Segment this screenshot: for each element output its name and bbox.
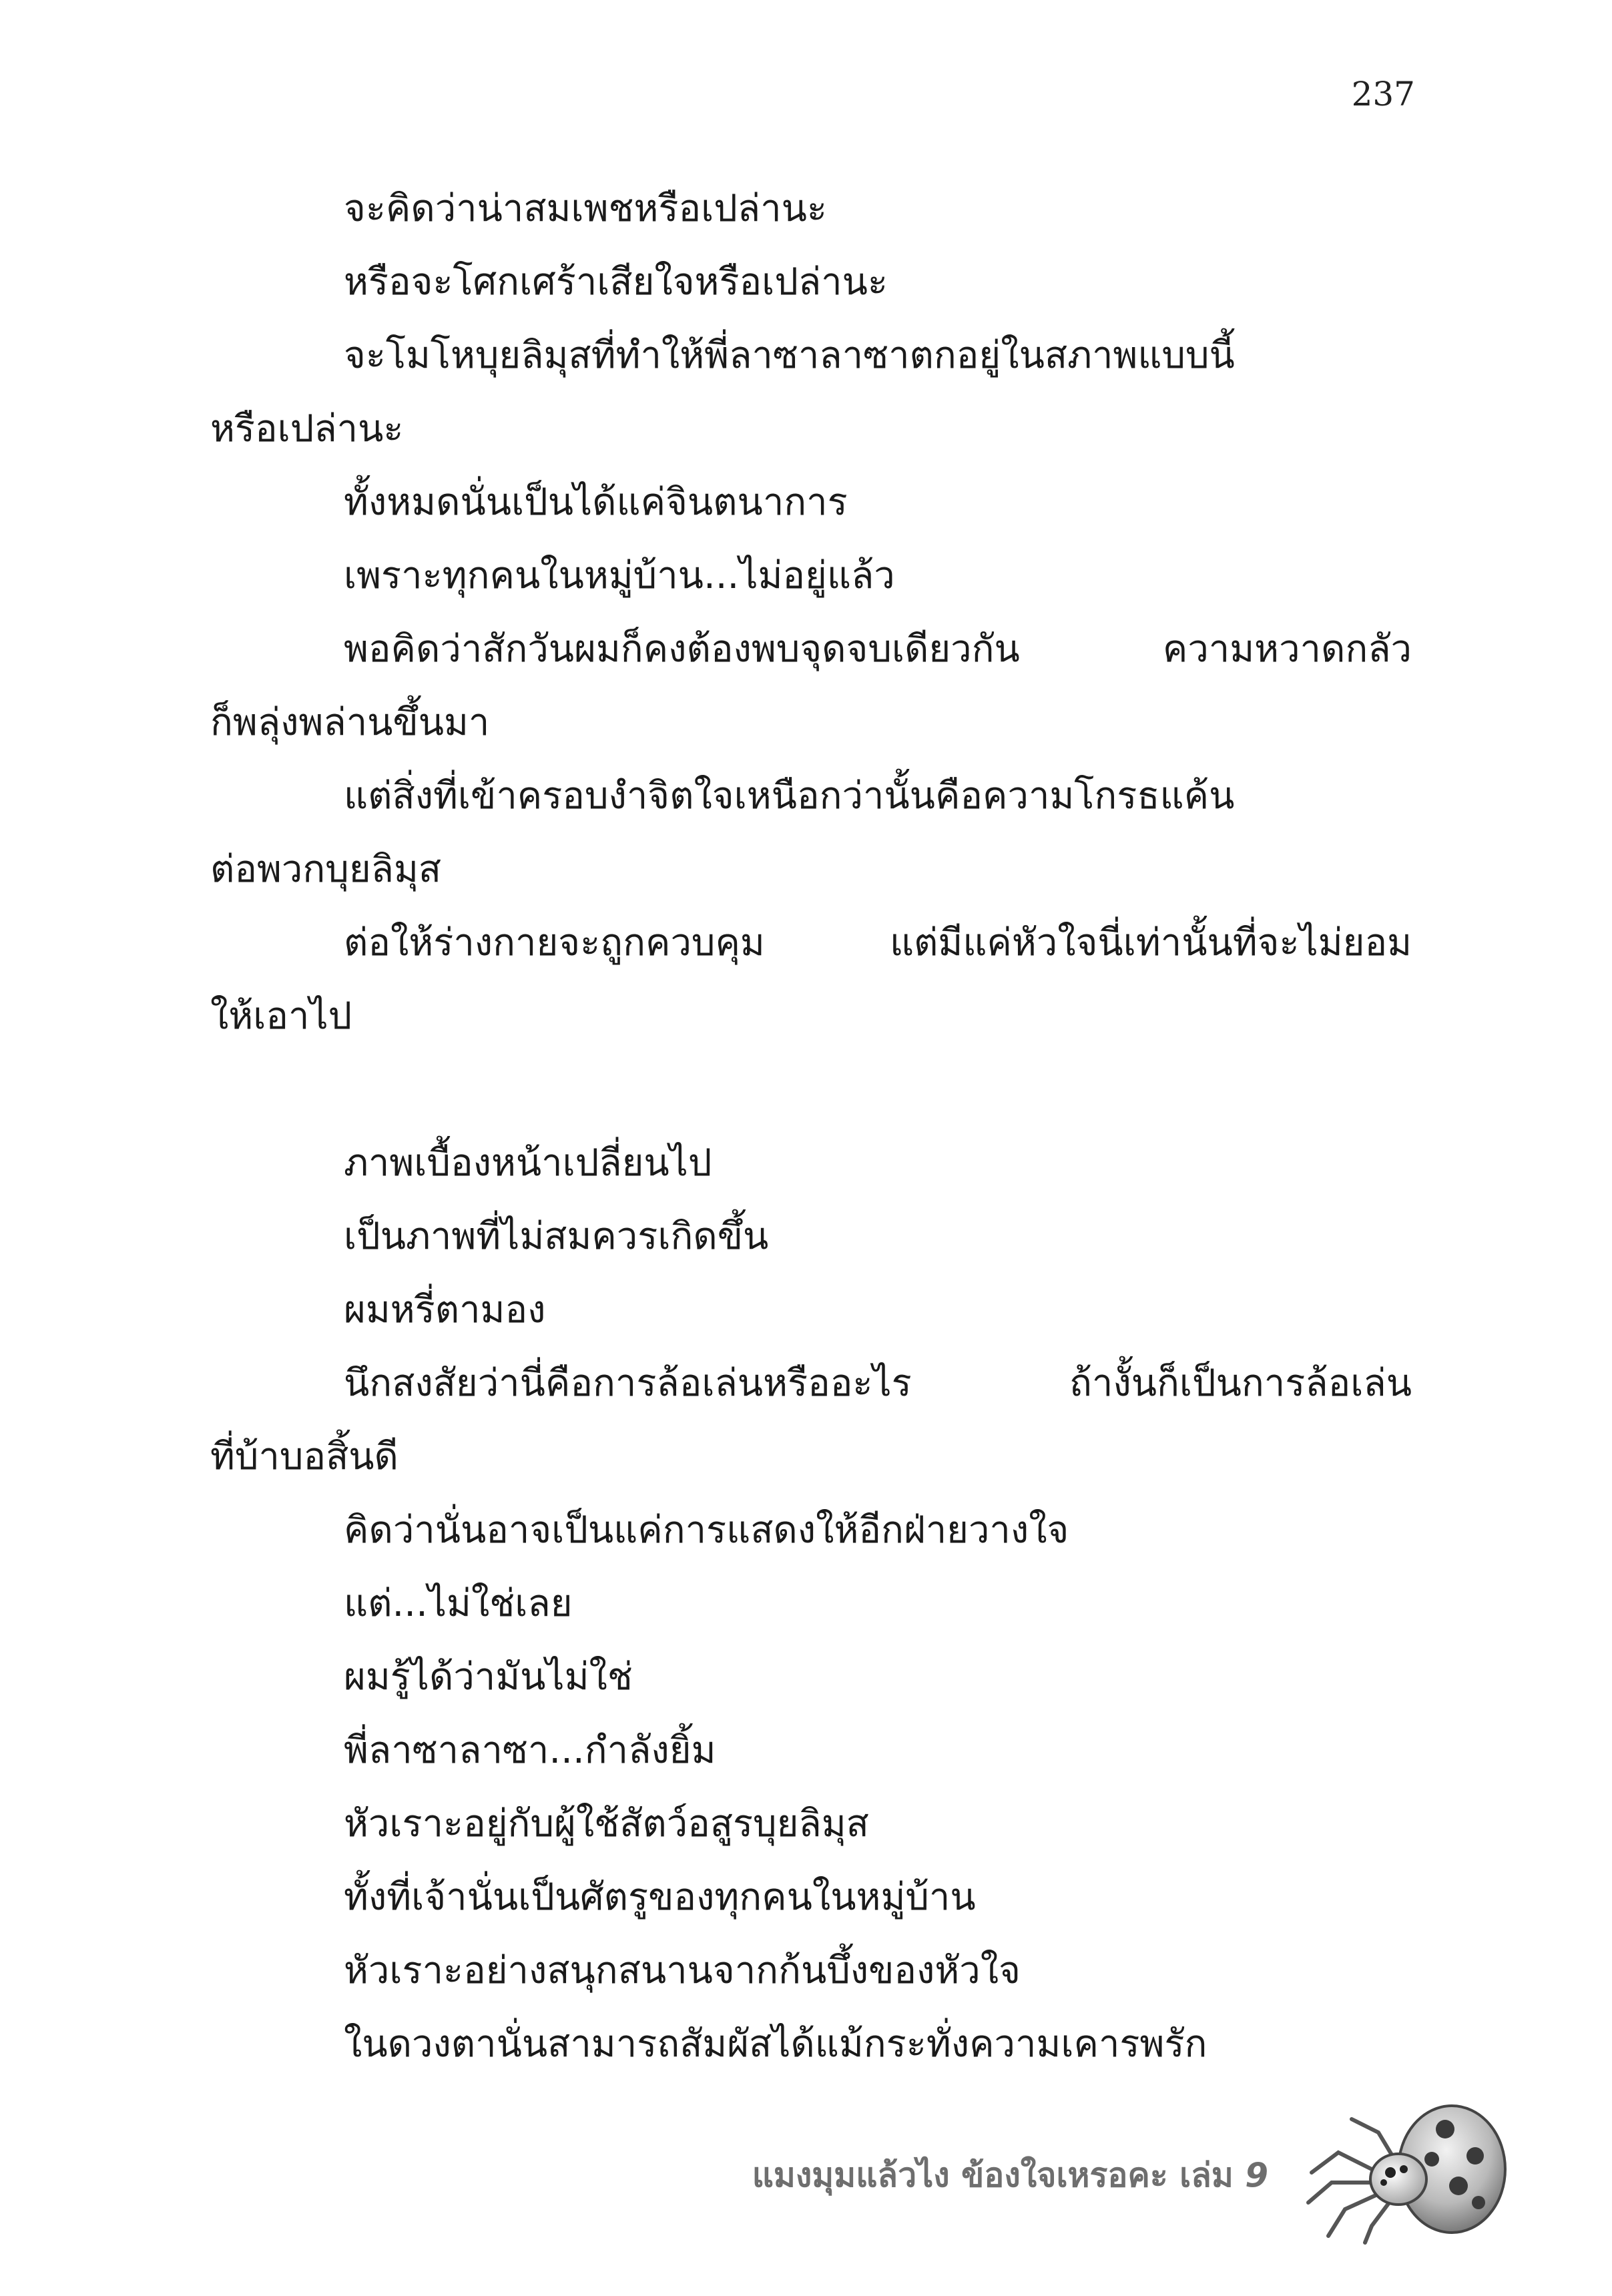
paragraph-first-line: จะโมโหบุยลิมุสที่ทำให้พี่ลาซาลาซาตกอยู่ในสภาพแบบนี้ (344, 334, 1235, 377)
paragraph-first-line: หัวเราะอยู่กับผู้ใช้สัตว์อสูรบุยลิมุส (344, 1802, 869, 1845)
paragraph-first-line: แต่สิ่งที่เข้าครอบงำจิตใจเหนือกว่านั้นคือความโกรธแค้น (344, 774, 1235, 818)
paragraph-first-line: ผมหรี่ตามอง (344, 1288, 546, 1332)
paragraph-first-line: เพราะทุกคนในหมู่บ้าน...ไม่อยู่แล้ว (344, 554, 895, 597)
paragraph-first-line: ต่อให้ร่างกายจะถูกควบคุม แต่มีแค่หัวใจนี่เท่านั้นที่จะไม่ยอม (344, 921, 1412, 964)
paragraph-continuation-line: ต่อพวกบุยลิมุส (210, 848, 442, 891)
footer-volume-number: 9 (1245, 2156, 1268, 2195)
spider-mascot-icon (1298, 2092, 1509, 2246)
paragraph-first-line: แต่...ไม่ใช่เลย (344, 1582, 573, 1625)
paragraph-first-line: เป็นภาพที่ไม่สมควรเกิดขึ้น (344, 1215, 769, 1258)
paragraph-first-line: พี่ลาซาลาซา...กำลังยิ้ม (344, 1729, 716, 1772)
page-number: 237 (1351, 75, 1415, 113)
paragraph-first-line: นึกสงสัยว่านี่คือการล้อเล่นหรืออะไร ถ้างั้นก็เป็นการล้อเล่น (344, 1362, 1412, 1405)
paragraph-first-line: หรือจะโศกเศร้าเสียใจหรือเปล่านะ (344, 260, 888, 304)
paragraph-first-line: ในดวงตานั่นสามารถสัมผัสได้แม้กระทั่งความเคารพรัก (344, 2022, 1207, 2066)
paragraph-first-line: จะคิดว่าน่าสมเพชหรือเปล่านะ (344, 187, 827, 230)
footer-title-text: แมงมุมแล้วไง ข้องใจเหรอคะ เล่ม (752, 2156, 1234, 2195)
paragraph-gap (210, 1053, 1412, 1127)
paragraph-continuation-line: ให้เอาไป (210, 994, 352, 1038)
paragraph-first-line: คิดว่านั่นอาจเป็นแค่การแสดงให้อีกฝ่ายวางใจ (344, 1508, 1069, 1552)
paragraph-continuation-line: หรือเปล่านะ (210, 407, 404, 451)
paragraph-first-line: ภาพเบื้องหน้าเปลี่ยนไป (344, 1141, 712, 1185)
footer-book-title (752, 2149, 1268, 2202)
paragraph-first-line: ทั้งที่เจ้านั่นเป็นศัตรูของทุกคนในหมู่บ้าน (344, 1876, 976, 1919)
paragraph-continuation-line: ก็พลุ่งพล่านขึ้นมา (210, 701, 490, 744)
body-text (210, 172, 1412, 2081)
paragraph-first-line: พอคิดว่าสักวันผมก็คงต้องพบจุดจบเดียวกัน ความหวาดกลัว (344, 627, 1412, 671)
paragraph-first-line: หัวเราะอย่างสนุกสนานจากก้นบึ้งของหัวใจ (344, 1949, 1021, 1992)
paragraph-first-line: ทั้งหมดนั่นเป็นได้แค่จินตนาการ (344, 481, 848, 524)
paragraph-first-line: ผมรู้ได้ว่ามันไม่ใช่ (344, 1655, 633, 1699)
paragraph-continuation-line: ที่บ้าบอสิ้นดี (210, 1435, 398, 1478)
